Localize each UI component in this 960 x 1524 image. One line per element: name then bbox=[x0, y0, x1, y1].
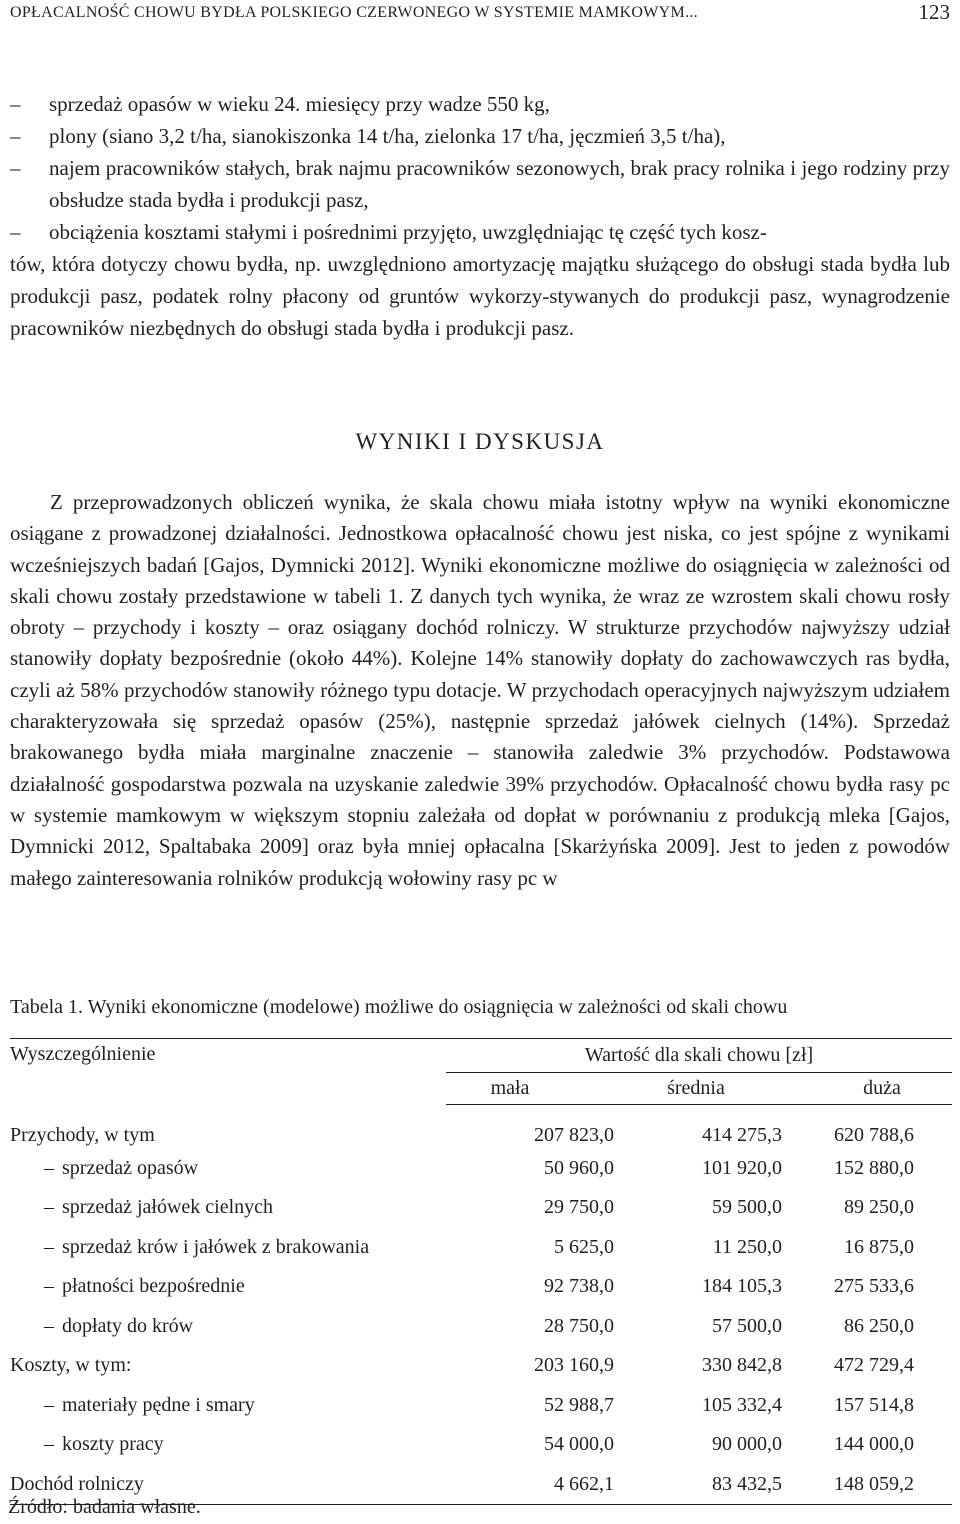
row-label bbox=[10, 1307, 446, 1347]
cell-small: 29 750,0 bbox=[544, 1196, 614, 1219]
cell-large: 86 250,0 bbox=[844, 1314, 914, 1337]
list-item-continuation: tów, która dotyczy chowu bydła, np. uwzględniono amortyzację majątku służącego do obsługi stada bydła lub produkcji pasz, podatek rolny płacony od gruntów wykorzy-stywanych do produkcji pasz, wynagrodzenie pracowników niezbędnych do obsługi stada bydła i produkcji pasz. bbox=[10, 252, 950, 340]
cell-small: 4 662,1 bbox=[446, 1465, 614, 1505]
row-label-text: płatności bezpośrednie bbox=[62, 1275, 245, 1298]
cell-large: 89 250,0 bbox=[844, 1196, 914, 1219]
cell-large: 152 880,0 bbox=[834, 1156, 914, 1179]
row-dash: – bbox=[44, 1196, 54, 1219]
column-header-large: duża bbox=[782, 1073, 952, 1105]
row-label bbox=[10, 1228, 446, 1268]
list-item bbox=[10, 88, 950, 120]
body-paragraph: Z przeprowadzonych obliczeń wynika, że skala chowu miała istotny wpływ na wyniki ekonomiczne osiągane z prowadzonej działalności. Jednostkowa opłacalność chowu jest niska, co jest spójne z wynikami wcześniejszych badań [Gajos, Dymnicki 2012]. Wyniki ekonomiczne możliwe do osiągnięcia w zależności od skali chowu zostały przedstawione w tabeli 1. Z danych tych wynika, że wraz ze wzrostem skali chowu rosły obroty – przychody i koszty – oraz osiągany dochód rolniczy. W strukturze przychodów najwyższy udział stanowiły dopłaty bezpośrednie (około 44%). Kolejne 14% stanowiły dopłaty do zachowawczych ras bydła, czyli aż 58% przychodów stanowiły różnego typu dotacje. W przychodach operacyjnych najwyższym udziałem charakteryzowała się sprzedaż opasów (25%), następnie sprzedaż jałówek cielnych (14%). Sprzedaż brakowanego bydła miała marginalne znaczenie – stanowiła zaledwie 3% przychodów. Podstawowa działalność gospodarstwa pozwala na uzyskanie zaledwie 39% przychodów. Opłacalność chowu bydła rasy pc w systemie mamkowym w większym stopniu zależała od dopłat w porównaniu z produkcją mleka [Gajos, Dymnicki 2012, Spaltabaka 2009] oraz była mniej opłacalna [Skarżyńska 2009]. Jest to jeden z powodów małego zainteresowania rolników produkcją wołowiny rasy pc w bbox=[10, 490, 950, 890]
source-note: Źródło: badania własne. bbox=[8, 1496, 201, 1518]
row-header-label: Wyszczególnienie bbox=[10, 1039, 446, 1105]
list-dash: – bbox=[10, 156, 21, 180]
list-item bbox=[10, 120, 950, 152]
row-label-text: sprzedaż opasów bbox=[62, 1156, 199, 1179]
list-item-text: plony (siano 3,2 t/ha, sianokiszonka 14 t/ha, zielonka 17 t/ha, jęczmień 3,5 t/ha), bbox=[49, 124, 726, 148]
column-group-header: Wartość dla skali chowu [zł] bbox=[446, 1039, 952, 1073]
page-number: 123 bbox=[918, 0, 950, 24]
cell-small: 54 000,0 bbox=[544, 1433, 614, 1456]
list-item bbox=[10, 152, 950, 216]
row-label-text: koszty pracy bbox=[62, 1433, 164, 1456]
list-item bbox=[10, 216, 950, 344]
running-title: OPŁACALNOŚĆ CHOWU BYDŁA POLSKIEGO CZERWONEGO W SYSTEMIE MAMKOWYM... bbox=[10, 4, 698, 21]
table-row bbox=[10, 1425, 952, 1465]
cell-medium: 90 000,0 bbox=[712, 1433, 782, 1456]
list-dash: – bbox=[10, 124, 21, 148]
table-row bbox=[10, 1267, 952, 1307]
results-table bbox=[10, 1038, 952, 1505]
row-dash: – bbox=[44, 1156, 54, 1179]
row-label-text: sprzedaż jałówek cielnych bbox=[62, 1196, 274, 1219]
table-row bbox=[10, 1228, 952, 1268]
list-dash: – bbox=[10, 220, 21, 244]
table-row bbox=[10, 1346, 952, 1386]
cell-large: 16 875,0 bbox=[844, 1235, 914, 1258]
table-row bbox=[10, 1386, 952, 1426]
cell-small: 203 160,9 bbox=[534, 1354, 614, 1377]
cell-medium: 57 500,0 bbox=[712, 1314, 782, 1337]
cell-large: 275 533,6 bbox=[834, 1275, 914, 1298]
row-dash: – bbox=[44, 1314, 54, 1337]
row-label-text: materiały pędne i smary bbox=[62, 1393, 255, 1416]
section-heading: WYNIKI I DYSKUSJA bbox=[355, 429, 605, 454]
row-label-text: sprzedaż krów i jałówek z brakowania bbox=[62, 1235, 370, 1258]
cell-medium: 184 105,3 bbox=[702, 1275, 782, 1298]
cell-medium: 83 432,5 bbox=[614, 1465, 782, 1505]
row-dash: – bbox=[44, 1235, 54, 1258]
row-label-text: dopłaty do krów bbox=[62, 1314, 194, 1337]
cell-small: 92 738,0 bbox=[544, 1275, 614, 1298]
row-dash: – bbox=[44, 1393, 54, 1416]
cell-small: 207 823,0 bbox=[534, 1123, 614, 1146]
row-label bbox=[10, 1188, 446, 1228]
row-label bbox=[10, 1149, 446, 1189]
cell-small: 28 750,0 bbox=[544, 1314, 614, 1337]
list-dash: – bbox=[10, 92, 21, 116]
cell-large: 472 729,4 bbox=[834, 1354, 914, 1377]
table-caption: Tabela 1. Wyniki ekonomiczne (modelowe) możliwe do osiągnięcia w zależności od skali chowu bbox=[10, 996, 788, 1018]
table-row bbox=[10, 1307, 952, 1347]
cell-medium: 11 250,0 bbox=[712, 1235, 782, 1258]
column-header-medium: średnia bbox=[614, 1073, 782, 1105]
cell-medium: 59 500,0 bbox=[712, 1196, 782, 1219]
cell-medium: 330 842,8 bbox=[702, 1354, 782, 1377]
assumption-list bbox=[10, 88, 950, 344]
cell-small: 50 960,0 bbox=[544, 1156, 614, 1179]
cell-large: 144 000,0 bbox=[834, 1433, 914, 1456]
page-header bbox=[10, 0, 950, 30]
cell-large: 620 788,6 bbox=[834, 1123, 914, 1146]
row-label: Koszty, w tym: bbox=[10, 1354, 132, 1377]
cell-medium: 105 332,4 bbox=[702, 1393, 782, 1416]
row-label: Dochód rolniczy bbox=[10, 1465, 446, 1505]
cell-large: 148 059,2 bbox=[782, 1465, 952, 1505]
table-row bbox=[10, 1188, 952, 1228]
cell-medium: 414 275,3 bbox=[702, 1123, 782, 1146]
list-item-text: sprzedaż opasów w wieku 24. miesięcy przy wadze 550 kg, bbox=[49, 92, 550, 116]
row-dash: – bbox=[44, 1275, 54, 1298]
row-label bbox=[10, 1267, 446, 1307]
row-label: Przychody, w tym bbox=[10, 1123, 155, 1146]
cell-large: 157 514,8 bbox=[834, 1393, 914, 1416]
row-label bbox=[10, 1386, 446, 1426]
cell-medium: 101 920,0 bbox=[702, 1156, 782, 1179]
column-header-small: mała bbox=[446, 1073, 614, 1105]
cell-small: 52 988,7 bbox=[544, 1393, 614, 1416]
cell-small: 5 625,0 bbox=[554, 1235, 614, 1258]
list-item-text: obciążenia kosztami stałymi i pośrednimi przyjęto, uwzględniając tę część tych kosz- bbox=[49, 220, 767, 244]
table-row bbox=[10, 1105, 952, 1149]
list-item-text: najem pracowników stałych, brak najmu pracowników sezonowych, brak pracy rolnika i jego rodziny przy obsłudze stada bydła i produkcji pasz, bbox=[49, 156, 950, 212]
row-label bbox=[10, 1425, 446, 1465]
row-dash: – bbox=[44, 1433, 54, 1456]
table-row bbox=[10, 1149, 952, 1189]
